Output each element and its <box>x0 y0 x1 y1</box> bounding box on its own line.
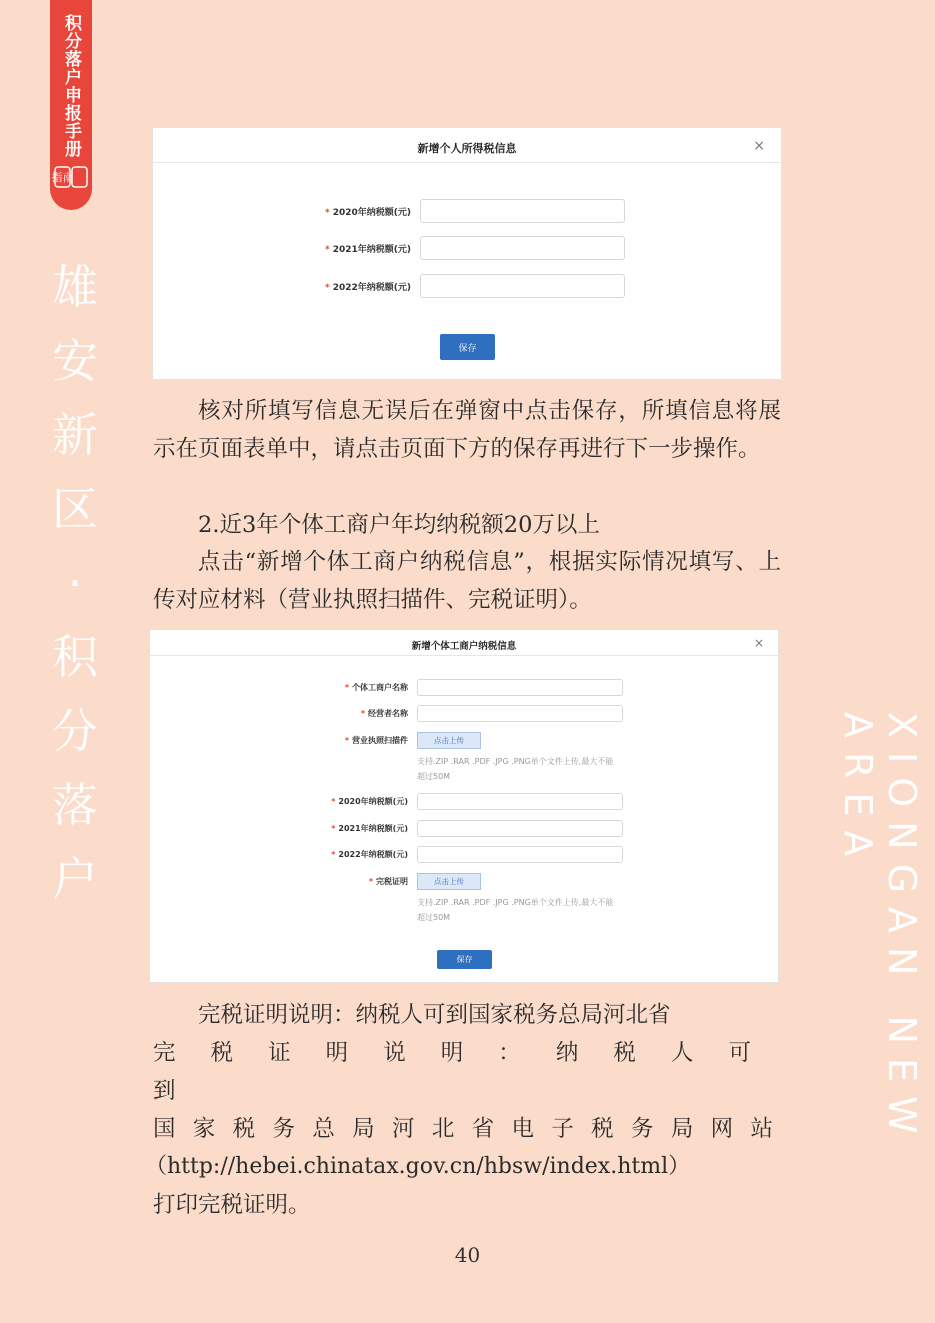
badge-char-1: 指南 <box>51 171 74 184</box>
paragraph: 核对所填写信息无误后在弹窗中点击保存，所填信息将展示在页面表单中，请点击页面下方的保存再进行下一步操作。 <box>153 398 781 462</box>
tax-2022-input[interactable] <box>417 846 623 863</box>
handbook-tab-text: 积分落户申报手册 <box>61 14 81 158</box>
page-number: 40 <box>454 1243 481 1267</box>
side-title-char: 区 <box>52 482 98 536</box>
field-label: * 经营者名称 <box>360 709 408 718</box>
text-line <box>153 1034 781 1110</box>
side-english-title: XIONGAN NEW AREA <box>836 712 924 1148</box>
dialog-divider <box>150 655 778 656</box>
field-label: * 营业执照扫描件 <box>344 736 408 745</box>
side-title-char: 落 <box>52 778 98 832</box>
upload-hint: 支持.ZIP .RAR .PDF .JPG .PNG单个文件上传,最大不能 超过50M <box>417 898 614 922</box>
field-label: * 完税证明 <box>368 877 408 886</box>
license-upload-button[interactable]: 点击上传 <box>417 732 481 749</box>
certificate-upload-button[interactable]: 点击上传 <box>417 873 481 890</box>
guide-badge-icon <box>53 164 89 190</box>
side-title-char: 积 <box>52 630 98 684</box>
paragraph <box>145 996 781 1224</box>
field-label: * 个体工商户名称 <box>344 683 408 692</box>
side-title-char: 分 <box>52 704 98 758</box>
close-icon[interactable]: × <box>753 636 764 650</box>
section-heading: 2.近3年个体工商户年均纳税额20万以上 <box>198 512 600 538</box>
side-title-char: 户 <box>52 852 98 906</box>
tax-2022-input[interactable] <box>420 274 625 298</box>
upload-hint: 支持.ZIP .RAR .PDF .JPG .PNG单个文件上传,最大不能 超过50M <box>417 757 614 781</box>
field-label: * 2022年纳税额(元) <box>331 850 408 859</box>
close-icon[interactable]: × <box>753 138 765 154</box>
tax-2020-input[interactable] <box>417 793 623 810</box>
save-button[interactable]: 保存 <box>440 334 495 360</box>
paragraph: 点击“新增个体工商户纳税信息”，根据实际情况填写、上传对应材料（营业执照扫描件、完税证明）。 <box>153 549 781 613</box>
text-line: 完税证明说明：纳税人可到国家税务总局河北省 <box>198 1002 671 1028</box>
field-label: * 2021年纳税额(元) <box>325 244 411 255</box>
field-label: * 2020年纳税额(元) <box>331 797 408 806</box>
side-title-char: 新 <box>52 408 98 462</box>
side-title-char: · <box>67 556 83 610</box>
personal-tax-dialog <box>152 127 782 380</box>
side-title <box>48 250 102 916</box>
operator-name-input[interactable] <box>417 705 623 722</box>
handbook-tab <box>50 0 92 210</box>
text-line <box>153 1110 781 1148</box>
tax-2021-input[interactable] <box>417 820 623 837</box>
url-text: （http://hebei.chinatax.gov.cn/hbsw/index.html） <box>145 1154 691 1179</box>
text-line-spread: 完税证明说明：纳税人可到 <box>153 1040 781 1104</box>
business-name-input[interactable] <box>417 679 623 696</box>
business-tax-dialog <box>149 629 779 983</box>
text-line: 打印完税证明。 <box>153 1192 311 1218</box>
save-button[interactable]: 保存 <box>437 950 492 969</box>
dialog-title: 新增个体工商户纳税信息 <box>411 641 517 652</box>
field-label: * 2021年纳税额(元) <box>331 824 408 833</box>
tax-2021-input[interactable] <box>420 236 625 260</box>
field-label: * 2022年纳税额(元) <box>325 282 411 293</box>
dialog-title: 新增个人所得税信息 <box>417 142 517 155</box>
dialog-divider <box>153 162 781 163</box>
tax-2020-input[interactable] <box>420 199 625 223</box>
field-label: * 2020年纳税额(元) <box>325 207 411 218</box>
side-title-char: 雄 <box>52 260 98 314</box>
side-title-char: 安 <box>52 334 98 388</box>
text-line-spread: 国家税务总局河北省电子税务局网站 <box>153 1116 781 1142</box>
